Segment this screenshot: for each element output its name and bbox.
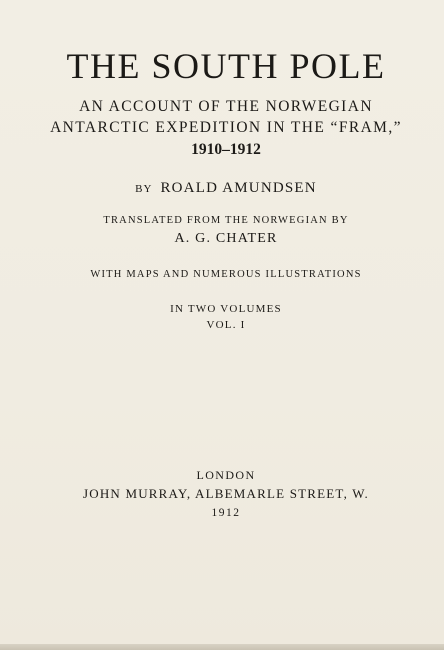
volumes-note: IN TWO VOLUMES [170, 303, 282, 315]
translated-by-label: TRANSLATED FROM THE NORWEGIAN BY [103, 215, 349, 226]
publisher-name: JOHN MURRAY, ALBEMARLE STREET, W. [82, 486, 370, 501]
by-label: BY [135, 183, 153, 195]
author-name: ROALD AMUNDSEN [160, 180, 317, 196]
page-bottom-edge [0, 644, 444, 650]
volume-number: VOL. I [206, 319, 246, 331]
author-line [0, 178, 444, 199]
publication-city: LONDON [196, 468, 256, 482]
illustrations-note: WITH MAPS AND NUMEROUS ILLUSTRATIONS [90, 269, 362, 280]
publication-year: 1912 [211, 507, 241, 519]
translator-name: A. G. CHATER [174, 231, 278, 246]
expedition-years: 1910–1912 [191, 141, 261, 158]
book-title: THE SOUTH POLE [66, 46, 386, 86]
subtitle-line-1: AN ACCOUNT OF THE NORWEGIAN [79, 98, 373, 115]
subtitle-line-2: ANTARCTIC EXPEDITION IN THE “FRAM,” [50, 119, 402, 136]
